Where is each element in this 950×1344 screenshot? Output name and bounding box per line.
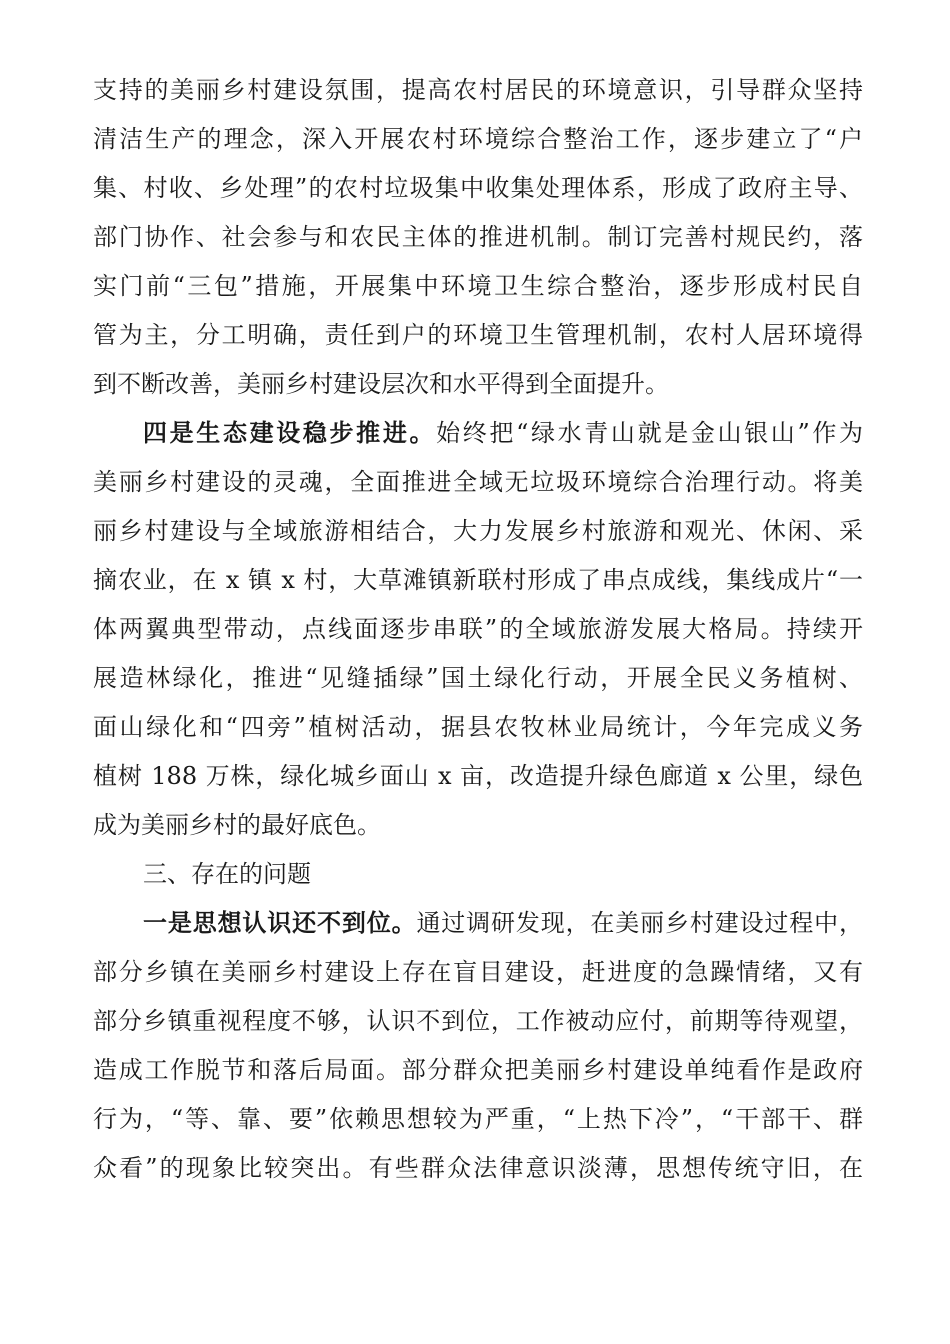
- paragraph-text: 通过调研发现，在美丽乡村建设过程中，: [416, 909, 864, 937]
- paragraph-lead: 四是生态建设稳步推进。: [143, 419, 437, 447]
- text-line: 部分乡镇重视程度不够，认识不到位，工作被动应付，前期等待观望，: [93, 1007, 863, 1035]
- paragraph-text: 始终把“绿水青山就是金山银山”作为: [436, 419, 864, 447]
- text-line: 部门协作、社会参与和农民主体的推进机制。制订完善村规民约，落: [93, 223, 863, 251]
- text-line: 集、村收、乡处理”的农村垃圾集中收集处理体系，形成了政府主导、: [93, 174, 863, 202]
- text-line: 清洁生产的理念，深入开展农村环境综合整治工作，逐步建立了“户: [93, 125, 863, 153]
- text-line: 成为美丽乡村的最好底色。: [93, 811, 381, 839]
- text-line: 面山绿化和“四旁”植树活动，据县农牧林业局统计，今年完成义务: [93, 713, 863, 741]
- text-line: 美丽乡村建设的灵魂，全面推进全域无垃圾环境综合治理行动。将美: [93, 468, 863, 496]
- text-line: [93, 409, 863, 458]
- text-line: 丽乡村建设与全域旅游相结合，大力发展乡村旅游和观光、休闲、采: [93, 517, 863, 545]
- section-heading: 三、存在的问题: [143, 860, 311, 888]
- text-line: 展造林绿化，推进“见缝插绿”国土绿化行动，开展全民义务植树、: [93, 664, 863, 692]
- paragraph-environment: [93, 66, 863, 409]
- paragraph-ecology: [93, 409, 863, 850]
- paragraph-lead: 一是思想认识还不到位。: [143, 909, 417, 937]
- text-line: 植树 188 万株，绿化城乡面山 x 亩，改造提升绿色廊道 x 公里，绿色: [93, 762, 863, 790]
- text-line: 管为主，分工明确，责任到户的环境卫生管理机制，农村人居环境得: [93, 321, 863, 349]
- text-line: 造成工作脱节和落后局面。部分群众把美丽乡村建设单纯看作是政府: [93, 1056, 863, 1084]
- text-line: 实门前“三包”措施，开展集中环境卫生综合整治，逐步形成村民自: [93, 272, 863, 300]
- document-body: [93, 66, 863, 1193]
- text-line: 支持的美丽乡村建设氛围，提高农村居民的环境意识，引导群众坚持: [93, 76, 863, 104]
- text-line: [93, 899, 863, 948]
- text-line: 众看”的现象比较突出。有些群众法律意识淡薄，思想传统守旧，在: [93, 1154, 863, 1182]
- text-line: 体两翼典型带动，点线面逐步串联”的全域旅游发展大格局。持续开: [93, 615, 863, 643]
- text-line: 部分乡镇在美丽乡村建设上存在盲目建设，赶进度的急躁情绪，又有: [93, 958, 863, 986]
- paragraph-problems: [93, 899, 863, 1193]
- text-line: 到不断改善，美丽乡村建设层次和水平得到全面提升。: [93, 370, 669, 398]
- text-line: 摘农业，在 x 镇 x 村，大草滩镇新联村形成了串点成线，集线成片“一: [93, 566, 863, 594]
- text-line: 行为，“等、靠、要”依赖思想较为严重，“上热下冷”，“干部干、群: [93, 1105, 863, 1133]
